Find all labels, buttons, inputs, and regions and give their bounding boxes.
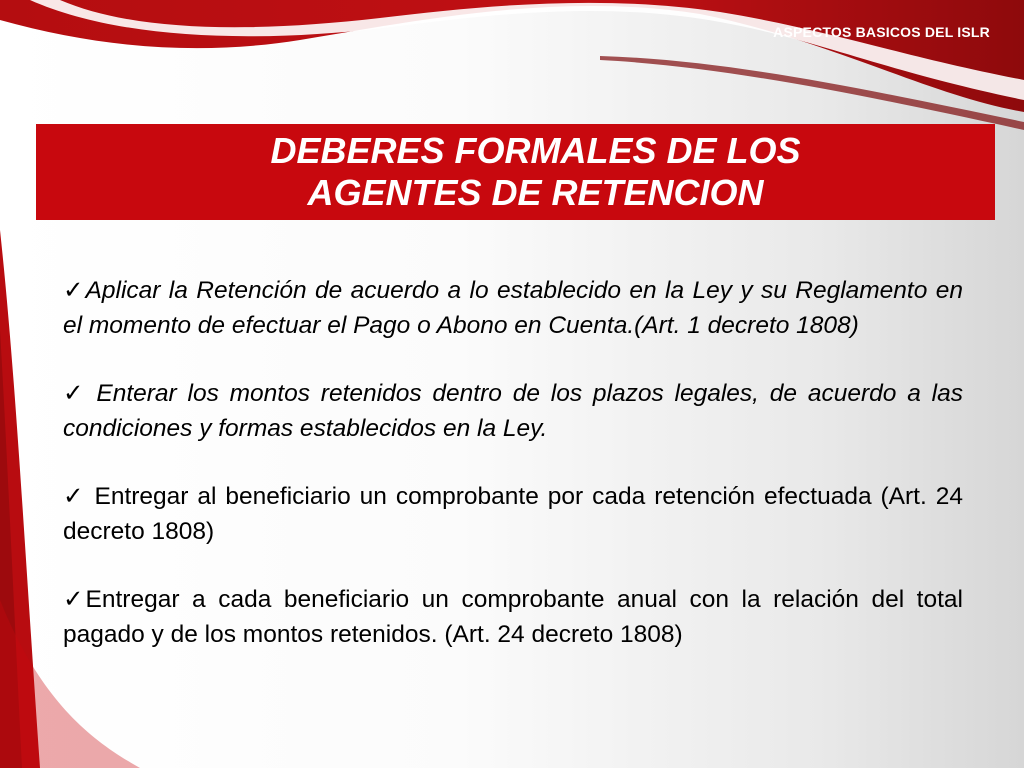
bullet-text-4: Entregar a cada beneficiario un comprobante anual con la relación del total pagado y de los montos retenidos. (Art. 24 decreto 1808) <box>63 586 963 648</box>
checkmark-icon: ✓ <box>63 483 84 510</box>
bullet-item-1 <box>63 274 963 343</box>
checkmark-icon: ✓ <box>63 277 84 304</box>
bullet-text-2: Enterar los montos retenidos dentro de los plazos legales, de acuerdo a las condiciones y formas establecidos en la Ley. <box>63 380 963 442</box>
bullet-text-3: Entregar al beneficiario un comprobante por cada retención efectuada (Art. 24 decreto 1808) <box>63 483 963 545</box>
title-banner <box>36 124 995 220</box>
section-header-label: ASPECTOS BASICOS DEL ISLR <box>773 24 990 40</box>
bullet-item-3 <box>63 480 963 549</box>
checkmark-icon: ✓ <box>63 586 84 613</box>
title-line-1: DEBERES FORMALES DE LOS <box>270 130 801 171</box>
bullet-item-2 <box>63 377 963 446</box>
bullet-text-1: Aplicar la Retención de acuerdo a lo establecido en la Ley y su Reglamento en el momento de efectuar el Pago o Abono en Cuenta.(Art. 1 decreto 1808) <box>63 277 963 339</box>
bullet-item-4 <box>63 583 963 652</box>
bullet-list <box>63 274 963 686</box>
checkmark-icon: ✓ <box>63 380 84 407</box>
title-line-2: AGENTES DE RETENCION <box>307 172 764 213</box>
